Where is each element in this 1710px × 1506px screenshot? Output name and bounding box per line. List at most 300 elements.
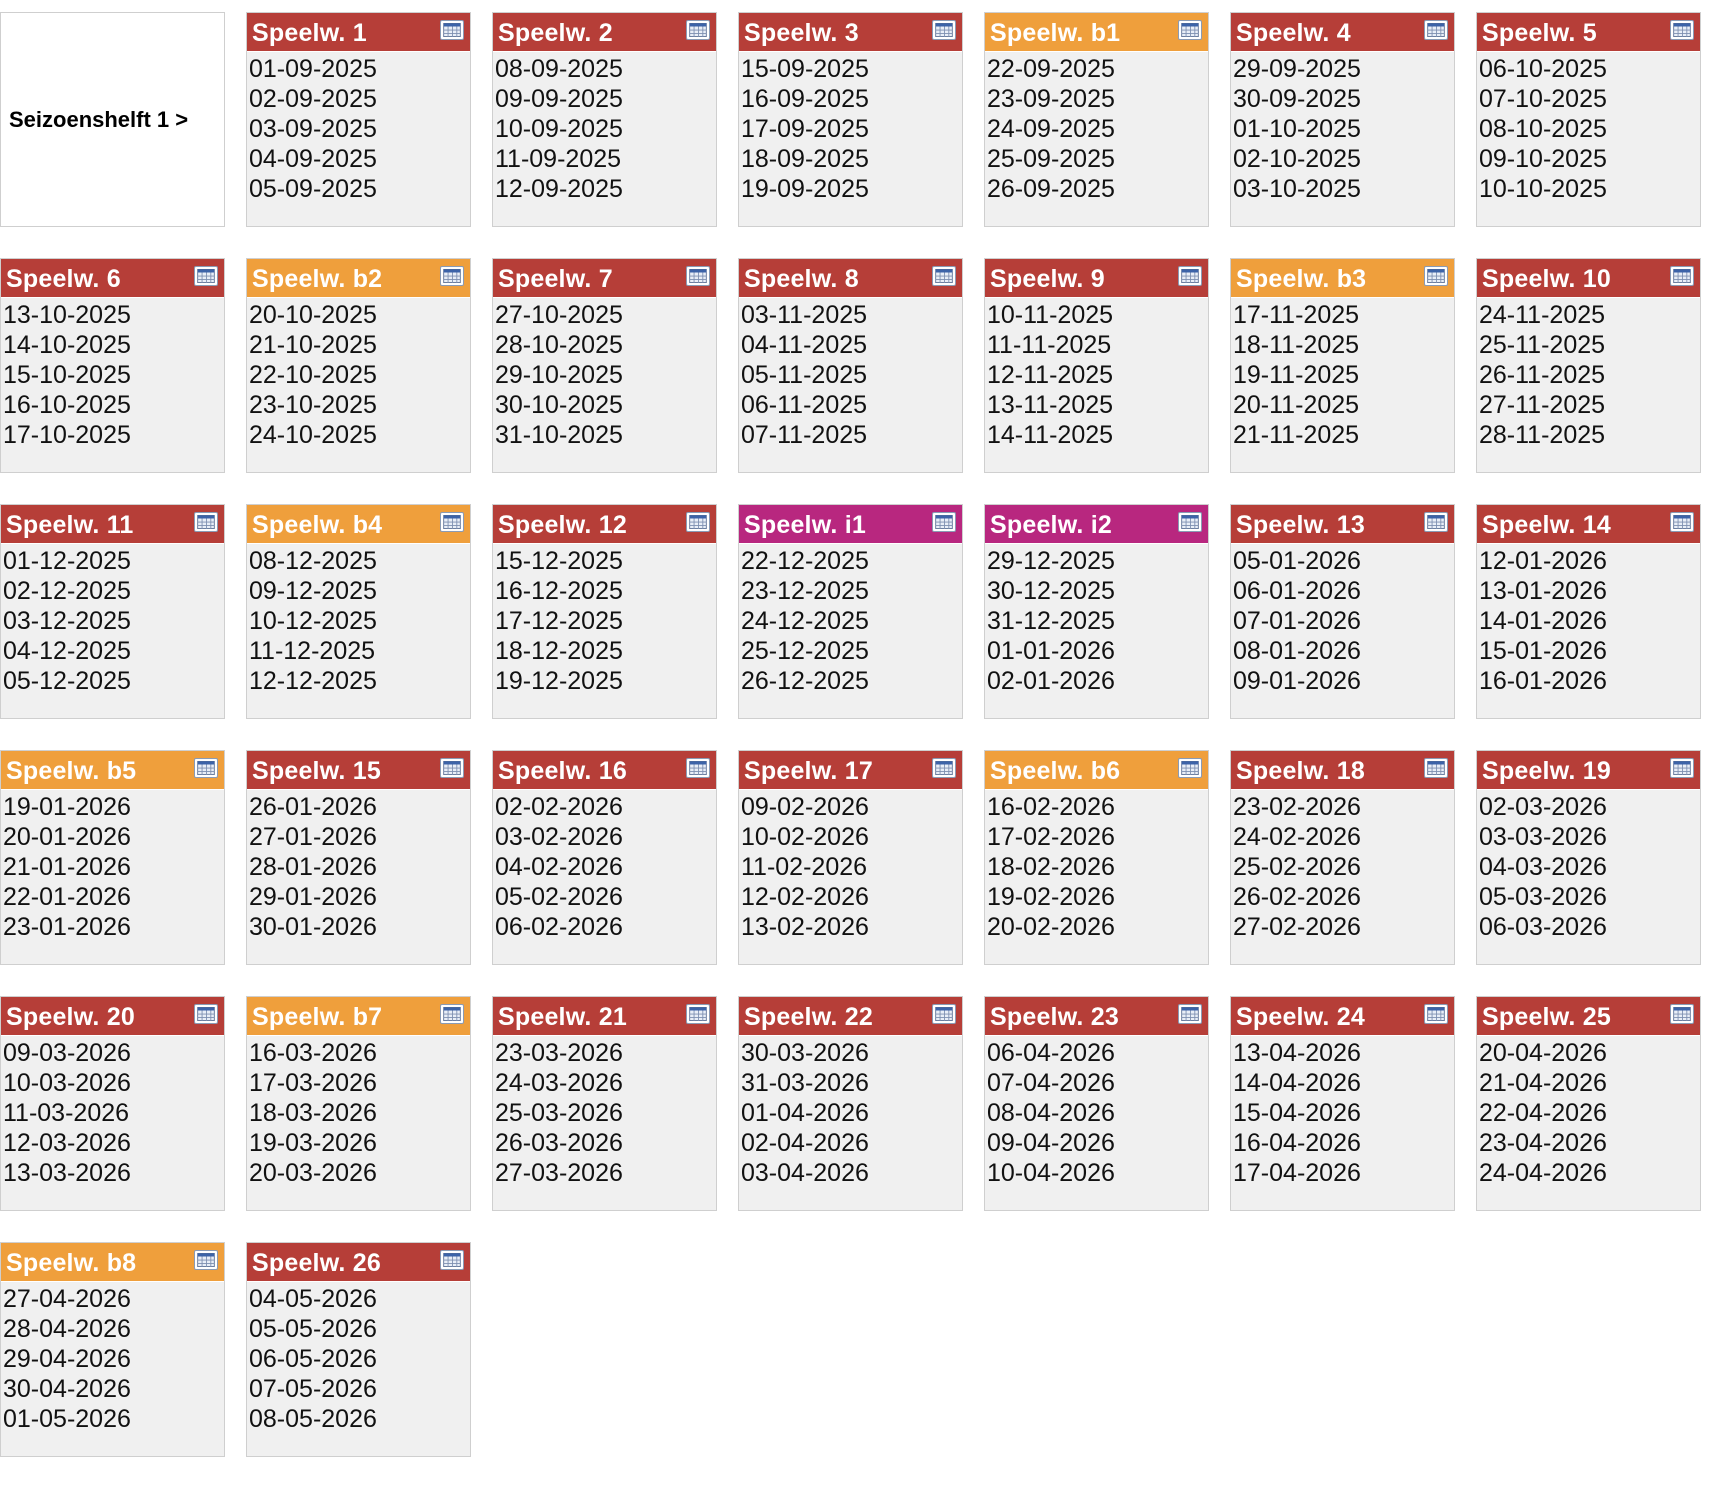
season-half-label: Seizoenshelft 1 >: [9, 106, 189, 132]
speelweek-date: 08-01-2026: [1233, 637, 1361, 665]
speelweek-card: [1230, 996, 1455, 1211]
speelweek-date-list: [1477, 544, 1700, 696]
calendar-icon[interactable]: [440, 266, 464, 286]
speelweek-date: 17-11-2025: [1233, 301, 1360, 329]
speelweek-title: Speelw. b2: [252, 265, 383, 293]
speelweek-date: 29-12-2025: [987, 547, 1115, 575]
speelweek-date: 14-11-2025: [987, 421, 1114, 449]
calendar-icon[interactable]: [440, 1004, 464, 1024]
speelweek-header: [493, 505, 716, 544]
calendar-icon[interactable]: [686, 1004, 710, 1024]
speelweek-date: 05-11-2025: [741, 361, 868, 389]
speelweek-date: 20-11-2025: [1233, 391, 1360, 419]
speelweek-card: [246, 504, 471, 719]
speelweek-date-list: [247, 52, 470, 204]
speelweek-card: [0, 1242, 225, 1457]
speelweek-card: [492, 996, 717, 1211]
speelweek-date: 23-01-2026: [3, 913, 131, 941]
speelweek-date: 11-09-2025: [495, 145, 622, 173]
speelweek-date: 13-03-2026: [3, 1159, 131, 1187]
speelweek-title: Speelw. 19: [1482, 757, 1611, 785]
speelweek-date-list: [1231, 298, 1454, 450]
speelweek-date: 16-04-2026: [1233, 1129, 1361, 1157]
speelweek-date: 24-10-2025: [249, 421, 377, 449]
speelweek-header: [1231, 751, 1454, 790]
speelweek-date: 09-03-2026: [3, 1039, 131, 1067]
speelweek-date: 19-11-2025: [1233, 361, 1360, 389]
speelweek-date-list: [1, 1036, 224, 1188]
speelweek-date: 16-12-2025: [495, 577, 623, 605]
calendar-icon[interactable]: [1670, 1004, 1694, 1024]
speelweek-date: 11-02-2026: [741, 853, 868, 881]
speelweek-date: 08-12-2025: [249, 547, 377, 575]
speelweek-date: 15-01-2026: [1479, 637, 1607, 665]
speelweek-date-list: [1477, 298, 1700, 450]
speelweek-date: 06-03-2026: [1479, 913, 1607, 941]
speelweek-date: 14-04-2026: [1233, 1069, 1361, 1097]
speelweek-date: 26-09-2025: [987, 175, 1115, 203]
speelweek-title: Speelw. b8: [6, 1249, 137, 1277]
speelweek-date: 15-12-2025: [495, 547, 623, 575]
speelweek-date: 20-04-2026: [1479, 1039, 1607, 1067]
speelweek-date: 31-10-2025: [495, 421, 623, 449]
calendar-icon[interactable]: [194, 512, 218, 532]
speelweek-date: 28-11-2025: [1479, 421, 1606, 449]
speelweek-date: 06-02-2026: [495, 913, 623, 941]
calendar-icon[interactable]: [686, 20, 710, 40]
speelweek-date: 12-03-2026: [3, 1129, 131, 1157]
speelweek-date: 27-11-2025: [1479, 391, 1606, 419]
speelweek-date: 10-02-2026: [741, 823, 869, 851]
speelweek-header: [1231, 505, 1454, 544]
calendar-icon[interactable]: [932, 758, 956, 778]
speelweek-card: [984, 12, 1209, 227]
speelweek-date-list: [1477, 790, 1700, 942]
speelweek-card: [1230, 258, 1455, 473]
speelweek-card: [492, 504, 717, 719]
calendar-icon[interactable]: [194, 266, 218, 286]
speelweek-date: 03-10-2025: [1233, 175, 1361, 203]
speelweek-date: 18-11-2025: [1233, 331, 1360, 359]
calendar-icon[interactable]: [686, 758, 710, 778]
calendar-icon[interactable]: [1424, 1004, 1448, 1024]
speelweek-date-list: [739, 790, 962, 942]
speelweek-date: 25-03-2026: [495, 1099, 623, 1127]
speelweek-title: Speelw. b1: [990, 19, 1121, 47]
speelweek-date: 17-03-2026: [249, 1069, 377, 1097]
speelweek-date: 06-01-2026: [1233, 577, 1361, 605]
speelweek-header: [1231, 259, 1454, 298]
speelweek-date: 16-02-2026: [987, 793, 1115, 821]
speelweek-date: 23-12-2025: [741, 577, 869, 605]
speelweek-date-list: [247, 1282, 470, 1434]
speelweek-title: Speelw. 12: [498, 511, 627, 539]
speelweek-header: [739, 505, 962, 544]
speelweek-date: 02-09-2025: [249, 85, 377, 113]
speelweek-date-list: [1231, 1036, 1454, 1188]
speelweek-header: [985, 259, 1208, 298]
speelweek-date: 12-02-2026: [741, 883, 869, 911]
speelweek-date: 18-03-2026: [249, 1099, 377, 1127]
speelweek-date: 25-11-2025: [1479, 331, 1606, 359]
speelweek-card: [738, 750, 963, 965]
speelweek-title: Speelw. 21: [498, 1003, 627, 1031]
speelweek-date-list: [493, 544, 716, 696]
calendar-icon[interactable]: [1424, 20, 1448, 40]
calendar-icon[interactable]: [686, 266, 710, 286]
speelweek-header: [247, 259, 470, 298]
speelweek-header: [1231, 997, 1454, 1036]
speelweek-date: 20-02-2026: [987, 913, 1115, 941]
speelweek-date: 31-12-2025: [987, 607, 1115, 635]
speelweek-header: [1, 505, 224, 544]
speelweek-date: 30-10-2025: [495, 391, 623, 419]
speelweek-date-list: [1, 544, 224, 696]
speelweek-date: 12-09-2025: [495, 175, 623, 203]
speelweek-date: 24-09-2025: [987, 115, 1115, 143]
speelweek-date: 03-04-2026: [741, 1159, 869, 1187]
speelweek-date-list: [985, 298, 1208, 450]
speelweek-date: 22-04-2026: [1479, 1099, 1607, 1127]
speelweek-date: 17-12-2025: [495, 607, 623, 635]
speelweek-date: 12-11-2025: [987, 361, 1114, 389]
speelweek-date: 07-01-2026: [1233, 607, 1361, 635]
speelweek-card: [1230, 750, 1455, 965]
calendar-icon[interactable]: [1424, 758, 1448, 778]
speelweek-card: [984, 750, 1209, 965]
speelweek-card: [492, 258, 717, 473]
speelweek-date: 28-01-2026: [249, 853, 377, 881]
speelweek-date-list: [1477, 1036, 1700, 1188]
speelweek-date: 18-09-2025: [741, 145, 869, 173]
speelweek-date: 01-10-2025: [1233, 115, 1361, 143]
speelweek-title: Speelw. i1: [744, 511, 866, 539]
speelweek-title: Speelw. 18: [1236, 757, 1365, 785]
calendar-icon[interactable]: [440, 512, 464, 532]
calendar-icon[interactable]: [932, 20, 956, 40]
speelweek-date: 02-12-2025: [3, 577, 131, 605]
speelweek-title: Speelw. 4: [1236, 19, 1351, 47]
calendar-icon[interactable]: [1178, 1004, 1202, 1024]
speelweek-date: 25-09-2025: [987, 145, 1115, 173]
calendar-icon[interactable]: [1670, 758, 1694, 778]
speelweek-header: [739, 13, 962, 52]
speelweek-date: 30-04-2026: [3, 1375, 131, 1403]
speelweek-title: Speelw. 8: [744, 265, 859, 293]
speelweek-date: 15-09-2025: [741, 55, 869, 83]
speelweek-header: [247, 505, 470, 544]
speelweek-title: Speelw. b4: [252, 511, 383, 539]
calendar-icon[interactable]: [194, 758, 218, 778]
speelweek-date-list: [1231, 544, 1454, 696]
speelweek-date: 20-01-2026: [3, 823, 131, 851]
calendar-icon[interactable]: [1178, 266, 1202, 286]
speelweek-header: [1477, 751, 1700, 790]
speelweek-date: 13-04-2026: [1233, 1039, 1361, 1067]
speelweek-date: 19-09-2025: [741, 175, 869, 203]
speelweek-date: 06-10-2025: [1479, 55, 1607, 83]
calendar-icon[interactable]: [1670, 266, 1694, 286]
speelweek-date: 18-12-2025: [495, 637, 623, 665]
calendar-icon[interactable]: [932, 266, 956, 286]
speelweek-date-list: [1, 1282, 224, 1434]
speelweek-card: [1230, 12, 1455, 227]
speelweek-date: 06-11-2025: [741, 391, 868, 419]
speelweek-header: [247, 1243, 470, 1282]
speelweek-date-list: [739, 544, 962, 696]
speelweek-header: [739, 259, 962, 298]
speelweek-date: 22-01-2026: [3, 883, 131, 911]
speelweek-date: 02-03-2026: [1479, 793, 1607, 821]
speelweek-date: 04-02-2026: [495, 853, 623, 881]
speelweek-title: Speelw. b6: [990, 757, 1121, 785]
speelweek-date: 07-10-2025: [1479, 85, 1607, 113]
speelweek-date: 11-03-2026: [3, 1099, 130, 1127]
speelweek-date: 05-02-2026: [495, 883, 623, 911]
speelweek-header: [493, 259, 716, 298]
speelweek-card: [738, 504, 963, 719]
speelweek-date-list: [1, 298, 224, 450]
speelweek-date: 27-04-2026: [3, 1285, 131, 1313]
speelweek-date-list: [493, 790, 716, 942]
calendar-icon[interactable]: [1670, 20, 1694, 40]
speelweek-date: 16-03-2026: [249, 1039, 377, 1067]
speelweek-date: 19-02-2026: [987, 883, 1115, 911]
speelweek-date: 12-01-2026: [1479, 547, 1607, 575]
speelweek-title: Speelw. 14: [1482, 511, 1611, 539]
speelweek-header: [739, 997, 962, 1036]
speelweek-title: Speelw. b3: [1236, 265, 1367, 293]
speelweek-header: [1, 751, 224, 790]
speelweek-header: [493, 997, 716, 1036]
speelweek-date-list: [739, 1036, 962, 1188]
speelweek-date: 20-03-2026: [249, 1159, 377, 1187]
speelweek-card: [246, 996, 471, 1211]
speelweek-title: Speelw. b5: [6, 757, 137, 785]
speelweek-date: 01-04-2026: [741, 1099, 869, 1127]
calendar-icon[interactable]: [194, 1250, 218, 1270]
speelweek-date: 05-03-2026: [1479, 883, 1607, 911]
calendar-icon[interactable]: [1178, 512, 1202, 532]
calendar-icon[interactable]: [686, 512, 710, 532]
speelweek-date: 25-02-2026: [1233, 853, 1361, 881]
speelweek-date: 26-02-2026: [1233, 883, 1361, 911]
speelweek-header: [493, 13, 716, 52]
speelweek-date: 09-04-2026: [987, 1129, 1115, 1157]
speelweek-date: 13-10-2025: [3, 301, 131, 329]
speelweek-header: [247, 13, 470, 52]
speelweek-date: 30-12-2025: [987, 577, 1115, 605]
speelweek-date: 10-12-2025: [249, 607, 377, 635]
speelweek-date: 04-09-2025: [249, 145, 377, 173]
speelweek-date-list: [1231, 790, 1454, 942]
speelweek-card: [1476, 504, 1701, 719]
speelweek-title: Speelw. 25: [1482, 1003, 1611, 1031]
speelweek-date-list: [985, 544, 1208, 696]
speelweek-date: 23-02-2026: [1233, 793, 1361, 821]
speelweek-date: 24-02-2026: [1233, 823, 1361, 851]
speelweek-date: 26-11-2025: [1479, 361, 1606, 389]
speelweek-date: 10-03-2026: [3, 1069, 131, 1097]
speelweek-date: 30-03-2026: [741, 1039, 869, 1067]
speelweek-date-list: [247, 1036, 470, 1188]
speelweek-header: [1231, 13, 1454, 52]
speelweek-date-list: [985, 790, 1208, 942]
calendar-icon[interactable]: [194, 1004, 218, 1024]
speelweek-card: [984, 258, 1209, 473]
speelweek-title: Speelw. 2: [498, 19, 613, 47]
speelweek-date: 17-10-2025: [3, 421, 131, 449]
speelweek-date-list: [1231, 52, 1454, 204]
speelweek-card: [984, 996, 1209, 1211]
speelweek-date: 26-01-2026: [249, 793, 377, 821]
speelweek-date: 16-01-2026: [1479, 667, 1607, 695]
speelweek-date: 10-04-2026: [987, 1159, 1115, 1187]
speelweek-date-list: [493, 1036, 716, 1188]
speelweek-header: [985, 13, 1208, 52]
speelweek-date: 24-11-2025: [1479, 301, 1606, 329]
speelweek-date: 02-04-2026: [741, 1129, 869, 1157]
speelweek-date: 27-02-2026: [1233, 913, 1361, 941]
speelweek-date: 25-12-2025: [741, 637, 869, 665]
calendar-icon[interactable]: [440, 758, 464, 778]
speelweek-date: 05-12-2025: [3, 667, 131, 695]
speelweek-title: Speelw. 16: [498, 757, 627, 785]
speelweek-title: Speelw. 24: [1236, 1003, 1365, 1031]
speelweek-date: 01-12-2025: [3, 547, 131, 575]
speelweek-header: [493, 751, 716, 790]
speelweek-date-list: [1, 790, 224, 942]
speelweek-header: [1477, 505, 1700, 544]
speelweek-date: 04-03-2026: [1479, 853, 1607, 881]
speelweek-date: 15-04-2026: [1233, 1099, 1361, 1127]
speelweek-card: [738, 12, 963, 227]
speelweek-date: 24-04-2026: [1479, 1159, 1607, 1187]
speelweek-date: 26-12-2025: [741, 667, 869, 695]
speelweek-date-list: [493, 52, 716, 204]
season-half-label-card: [0, 12, 225, 227]
speelweek-card: [246, 1242, 471, 1457]
speelweek-title: Speelw. 23: [990, 1003, 1119, 1031]
speelweken-grid: [0, 12, 1710, 1506]
speelweek-date: 08-04-2026: [987, 1099, 1115, 1127]
speelweek-card: [1476, 996, 1701, 1211]
speelweek-title: Speelw. 26: [252, 1249, 381, 1277]
speelweek-date: 05-05-2026: [249, 1315, 377, 1343]
speelweek-header: [985, 505, 1208, 544]
speelweek-title: Speelw. 10: [1482, 265, 1611, 293]
speelweek-header: [1477, 13, 1700, 52]
speelweek-header: [985, 751, 1208, 790]
speelweek-card: [1476, 258, 1701, 473]
speelweek-date: 29-04-2026: [3, 1345, 131, 1373]
speelweek-date: 27-10-2025: [495, 301, 623, 329]
speelweek-title: Speelw. 20: [6, 1003, 135, 1031]
speelweek-header: [985, 997, 1208, 1036]
speelweek-date-list: [247, 298, 470, 450]
speelweek-title: Speelw. b7: [252, 1003, 383, 1031]
speelweek-date: 08-10-2025: [1479, 115, 1607, 143]
speelweek-date: 23-04-2026: [1479, 1129, 1607, 1157]
speelweek-date: 03-11-2025: [741, 301, 868, 329]
speelweek-card: [738, 996, 963, 1211]
speelweek-date: 02-02-2026: [495, 793, 623, 821]
speelweek-date: 17-09-2025: [741, 115, 869, 143]
speelweek-date: 03-09-2025: [249, 115, 377, 143]
speelweek-date: 01-05-2026: [3, 1405, 131, 1433]
speelweek-title: Speelw. 3: [744, 19, 859, 47]
speelweek-date: 03-02-2026: [495, 823, 623, 851]
speelweek-date: 21-11-2025: [1233, 421, 1360, 449]
speelweek-date: 24-12-2025: [741, 607, 869, 635]
speelweek-date: 17-02-2026: [987, 823, 1115, 851]
speelweek-card: [0, 504, 225, 719]
speelweek-date: 24-03-2026: [495, 1069, 623, 1097]
calendar-icon[interactable]: [1424, 512, 1448, 532]
speelweek-date: 22-10-2025: [249, 361, 377, 389]
calendar-icon[interactable]: [1670, 512, 1694, 532]
calendar-icon[interactable]: [932, 512, 956, 532]
speelweek-date: 19-12-2025: [495, 667, 623, 695]
speelweek-card: [492, 12, 717, 227]
speelweek-date: 04-05-2026: [249, 1285, 377, 1313]
speelweek-title: Speelw. i2: [990, 511, 1112, 539]
speelweek-date-list: [985, 1036, 1208, 1188]
speelweek-title: Speelw. 11: [6, 511, 134, 539]
speelweek-header: [247, 751, 470, 790]
speelweek-date-list: [247, 544, 470, 696]
speelweek-date: 01-09-2025: [249, 55, 377, 83]
speelweek-date: 02-10-2025: [1233, 145, 1361, 173]
speelweek-date: 09-01-2026: [1233, 667, 1361, 695]
speelweek-date: 13-02-2026: [741, 913, 869, 941]
speelweek-title: Speelw. 22: [744, 1003, 873, 1031]
calendar-icon[interactable]: [440, 1250, 464, 1270]
speelweek-date: 10-10-2025: [1479, 175, 1607, 203]
speelweek-header: [247, 997, 470, 1036]
calendar-icon[interactable]: [932, 1004, 956, 1024]
speelweek-date: 28-04-2026: [3, 1315, 131, 1343]
calendar-icon[interactable]: [440, 20, 464, 40]
speelweek-date: 20-10-2025: [249, 301, 377, 329]
speelweek-date: 04-12-2025: [3, 637, 131, 665]
speelweek-title: Speelw. 7: [498, 265, 613, 293]
speelweek-date: 21-04-2026: [1479, 1069, 1607, 1097]
speelweek-date-list: [739, 298, 962, 450]
speelweek-date: 22-12-2025: [741, 547, 869, 575]
speelweek-date: 02-01-2026: [987, 667, 1115, 695]
speelweek-date: 17-04-2026: [1233, 1159, 1361, 1187]
speelweek-date: 19-01-2026: [3, 793, 131, 821]
speelweek-date: 11-12-2025: [249, 637, 376, 665]
calendar-icon[interactable]: [1178, 758, 1202, 778]
speelweek-date: 14-01-2026: [1479, 607, 1607, 635]
speelweek-date: 31-03-2026: [741, 1069, 869, 1097]
speelweek-header: [1, 997, 224, 1036]
speelweek-date: 16-10-2025: [3, 391, 131, 419]
speelweek-card: [1476, 12, 1701, 227]
speelweek-date: 01-01-2026: [987, 637, 1115, 665]
speelweek-date: 08-05-2026: [249, 1405, 377, 1433]
speelweek-date: 13-01-2026: [1479, 577, 1607, 605]
speelweek-title: Speelw. 5: [1482, 19, 1597, 47]
calendar-icon[interactable]: [1424, 266, 1448, 286]
calendar-icon[interactable]: [1178, 20, 1202, 40]
speelweek-date: 03-03-2026: [1479, 823, 1607, 851]
speelweek-date: 30-09-2025: [1233, 85, 1361, 113]
speelweek-title: Speelw. 9: [990, 265, 1105, 293]
speelweek-title: Speelw. 1: [252, 19, 367, 47]
